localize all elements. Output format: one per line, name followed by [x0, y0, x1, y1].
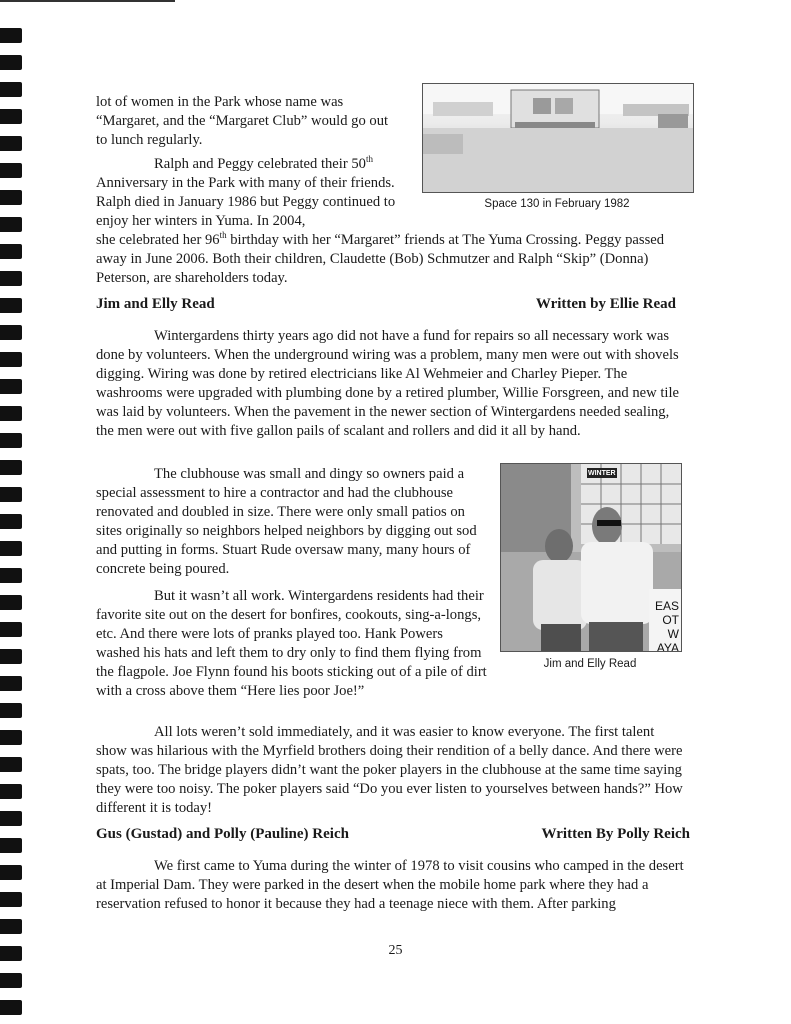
section2-paragraph-1: We first came to Yuma during the winter of 1978 to visit cousins who camped in the desert at Imperial Dam. They were parked in the desert when the mobile home park where they had a reservation refused to honor it because they had a teenage niece with them. After parking: [96, 858, 684, 912]
intro-paragraph-2: Ralph and Peggy celebrated their 50th Anniversary in the Park with many of their friends. Ralph died in January 1986 but Peggy continued to enjoy her winters in Yuma. In 2004,: [96, 154, 396, 229]
scan-edge-line: [0, 0, 175, 2]
binding-tab: [0, 892, 22, 907]
binding-tab: [0, 109, 22, 124]
photo-sign-line: EAS: [654, 599, 679, 613]
binding-tab: [0, 649, 22, 664]
binding-tab: [0, 919, 22, 934]
binding-tab: [0, 595, 22, 610]
binding-tab: [0, 730, 22, 745]
photo-sign-line: OT W: [662, 613, 679, 641]
intro-paragraph-1: lot of women in the Park whose name was “Margaret, and the “Margaret Club” would go out to lunch regularly.: [96, 94, 389, 148]
binding-tab: [0, 190, 22, 205]
binding-tab: [0, 757, 22, 772]
section1-paragraph-2: The clubhouse was small and dingy so owners paid a special assessment to hire a contractor and had the clubhouse renovated and doubled in size. There were only small patios on sites originally so neighbors helped neighbors by digging out sod and putting in forms. Stuart Rude oversaw many, many hours of concrete being poured.: [96, 466, 477, 577]
binding-tab: [0, 379, 22, 394]
section1-paragraph-1: Wintergardens thirty years ago did not have a fund for repairs so all necessary work was done by volunteers. When the underground wiring was a problem, many men were out with shovels digging. Wiring was done by retired electricians like Al Wehmeier and Charley Pieper. The washrooms were upgraded with plumbing done by a retired plumber, Willie Forsgreen, and new tile was laid by volunteers. When the pavement in the newer section of Wintergardens needed sealing, the men were out with five gallon pails of scalant and rollers and did it all by hand.: [96, 328, 679, 439]
intro-paragraph-2-cont: she celebrated her 96th birthday with her “Margaret” friends at The Yuma Crossing. Peggy passed away in June 2006. Both their children, Claudette (Bob) Schmutzer and Ralph “Skip” (Donna) Peterson, are shareholders today.: [96, 230, 665, 286]
binding-tab: [0, 1000, 22, 1015]
binding-tab: [0, 271, 22, 286]
page-number: 25: [388, 943, 403, 958]
photo-space-130-image: [423, 84, 693, 192]
binding-tab: [0, 28, 22, 43]
binding-tab: [0, 82, 22, 97]
spiral-binding: [0, 0, 24, 1024]
photo-jim-elly-caption: Jim and Elly Read: [543, 658, 637, 670]
binding-tab: [0, 811, 22, 826]
binding-tab: [0, 325, 22, 340]
section1-paragraph-3: But it wasn’t all work. Wintergardens residents had their favorite site out on the desert for bonfires, cookouts, sing-a-longs, etc. And there were lots of pranks played too. Hank Powers washed his hats and left them to dry only to find them flying from the flagpole. Joe Flynn found his boots sticking out of a pile of dirt with a cross above them “Here lies poor Joe!”: [96, 588, 487, 699]
binding-tab: [0, 703, 22, 718]
section-byline-gus-polly: Written By Polly Reich: [541, 826, 690, 842]
binding-tab: [0, 622, 22, 637]
section-title-gus-polly: Gus (Gustad) and Polly (Pauline) Reich: [96, 826, 349, 842]
binding-tab: [0, 838, 22, 853]
photo-jim-elly: [500, 463, 682, 652]
binding-tab: [0, 406, 22, 421]
binding-tab: [0, 568, 22, 583]
binding-tab: [0, 487, 22, 502]
binding-tab: [0, 676, 22, 691]
photo-sign-top-text: WINTER: [588, 470, 616, 477]
binding-tab: [0, 55, 22, 70]
binding-tab: [0, 433, 22, 448]
photo-space-130: [422, 83, 694, 193]
binding-tab: [0, 163, 22, 178]
binding-tab: [0, 541, 22, 556]
binding-tab: [0, 460, 22, 475]
binding-tab: [0, 217, 22, 232]
binding-tab: [0, 514, 22, 529]
photo-sign-text: [649, 599, 679, 652]
binding-tab: [0, 973, 22, 988]
section-byline-jim-elly: Written by Ellie Read: [535, 296, 676, 312]
binding-tab: [0, 298, 22, 313]
binding-tab: [0, 352, 22, 367]
photo-sign-line: AYA: [656, 641, 679, 652]
binding-tab: [0, 784, 22, 799]
section-title-jim-elly: Jim and Elly Read: [96, 296, 215, 312]
binding-tab: [0, 136, 22, 151]
section1-paragraph-4: All lots weren’t sold immediately, and it was easier to know everyone. The first talent show was hilarious with the Myrfield brothers doing their rendition of a belly dance. And there were spats, too. The bridge players didn’t want the poker players in the clubhouse at the same time saying they were too noisy. The poker players said “Do you ever listen to yourselves between hands?” How different it is today!: [96, 724, 683, 816]
photo-space-130-caption: Space 130 in February 1982: [484, 198, 630, 210]
binding-tab: [0, 244, 22, 259]
binding-tab: [0, 865, 22, 880]
